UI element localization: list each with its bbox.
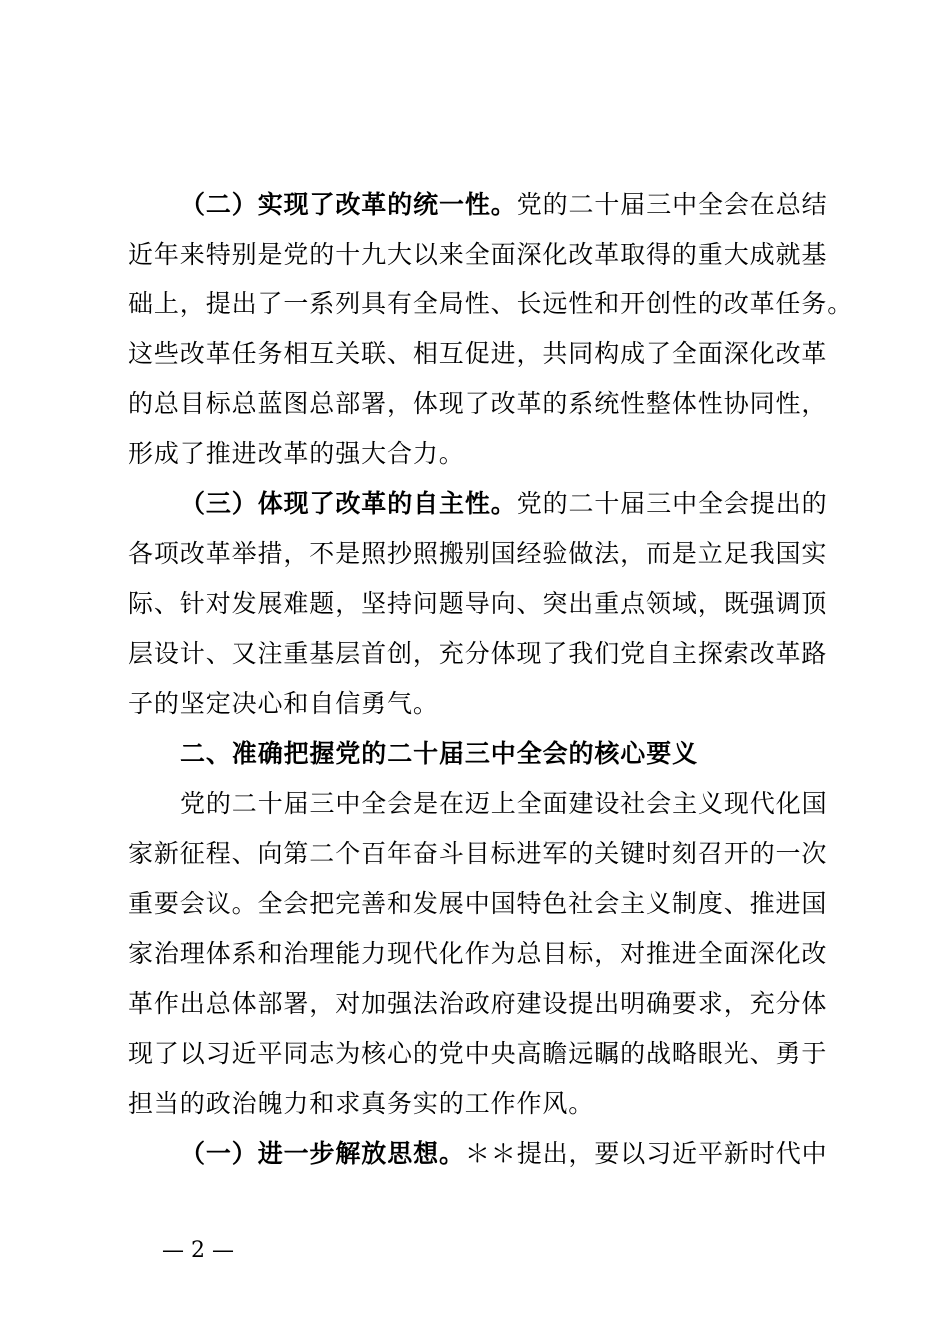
paragraph-line: 际、针对发展难题，坚持问题导向、突出重点领域，既强调顶 bbox=[128, 589, 828, 618]
paragraph-line: 各项改革举措，不是照抄照搬别国经验做法，而是立足我国实 bbox=[128, 539, 828, 568]
paragraph-line: 形成了推进改革的强大合力。 bbox=[128, 439, 465, 468]
page-number: — 2 — bbox=[162, 1238, 234, 1263]
paragraph-line: 现了以习近平同志为核心的党中央高瞻远瞩的战略眼光、勇于 bbox=[128, 1039, 828, 1068]
paragraph-line: 家治理体系和治理能力现代化作为总目标，对推进全面深化改 bbox=[128, 939, 828, 968]
paragraph-line: 这些改革任务相互关联、相互促进，共同构成了全面深化改革 bbox=[128, 339, 828, 368]
paragraph-line bbox=[180, 479, 828, 529]
paragraph-line: 家新征程、向第二个百年奋斗目标进军的关键时刻召开的一次 bbox=[128, 839, 828, 868]
section-lead-title: （三）体现了改革的自主性。 bbox=[180, 489, 517, 518]
paragraph-line: 担当的政治魄力和求真务实的工作作风。 bbox=[128, 1089, 595, 1118]
paragraph-line: 党的二十届三中全会是在迈上全面建设社会主义现代化国 bbox=[180, 789, 828, 818]
paragraph-line: 础上，提出了一系列具有全局性、长远性和开创性的改革任务。 bbox=[128, 289, 854, 318]
paragraph-line bbox=[180, 180, 828, 230]
paragraph-line bbox=[180, 1129, 828, 1179]
paragraph-text: 党的二十届三中全会提出的 bbox=[516, 489, 828, 518]
paragraph-line: 子的坚定决心和自信勇气。 bbox=[128, 689, 439, 718]
paragraph-line: 革作出总体部署，对加强法治政府建设提出明确要求，充分体 bbox=[128, 989, 828, 1018]
paragraph-line: 重要会议。全会把完善和发展中国特色社会主义制度、推进国 bbox=[128, 889, 828, 918]
section-lead-title: （一）进一步解放思想。 bbox=[180, 1139, 465, 1168]
section-heading: 二、准确把握党的二十届三中全会的核心要义 bbox=[180, 739, 699, 768]
paragraph-line: 层设计、又注重基层首创，充分体现了我们党自主探索改革路 bbox=[128, 639, 828, 668]
paragraph-text: 党的二十届三中全会在总结 bbox=[516, 190, 828, 219]
section-lead-title: （二）实现了改革的统一性。 bbox=[180, 190, 517, 219]
paragraph-line: 的总目标总蓝图总部署，体现了改革的系统性整体性协同性， bbox=[128, 389, 828, 418]
paragraph-line: 近年来特别是党的十九大以来全面深化改革取得的重大成就基 bbox=[128, 240, 828, 269]
paragraph-text: ＊＊提出，要以习近平新时代中 bbox=[464, 1139, 828, 1168]
